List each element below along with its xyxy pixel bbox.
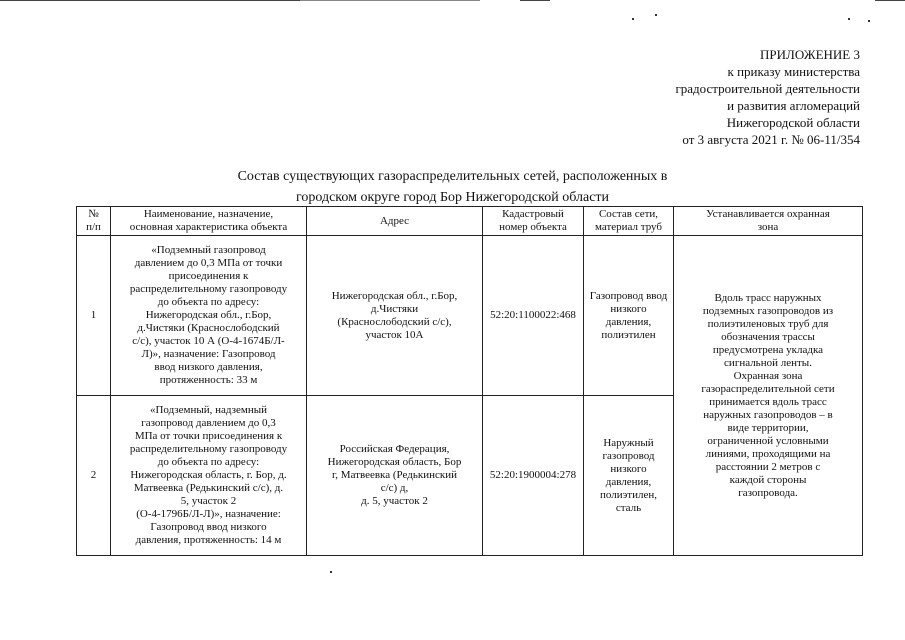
scan-artifact-line — [520, 0, 550, 1]
header-zone: Устанавливается охранная зона — [674, 207, 863, 236]
header-cadastral: Кадастровый номер объекта — [483, 207, 584, 236]
table-row — [77, 236, 863, 396]
appendix-line: ПРИЛОЖЕНИЕ 3 — [760, 47, 860, 62]
appendix-line: и развития агломераций — [727, 98, 860, 113]
row-num: 1 — [77, 236, 111, 396]
document-title — [130, 166, 775, 208]
header-network: Состав сети, материал труб — [584, 207, 674, 236]
scan-artifact-dot — [848, 18, 850, 20]
row-address: Нижегородская обл., г.Бор, д.Чистяки (Краснослободский с/с), участок 10А — [307, 236, 483, 396]
appendix-line: от 3 августа 2021 г. № 06-11/354 — [682, 132, 860, 147]
row-name: «Подземный, надземный газопровод давлением до 0,3 МПа от точки присоединения к распределительному газопроводу до объекта по адресу: Нижегородская область, г. Бор, д. Матвеевка (Редькинский с/с), д. 5, участок 2 (О-4-1796Б/Л-Л)», назначение: Газопровод ввод низкого давления, протяженность: 14 м — [111, 396, 307, 556]
row-network: Наружный газопровод низкого давления, полиэтилен, сталь — [584, 396, 674, 556]
appendix-line: градостроительной деятельности — [675, 81, 860, 96]
scan-artifact-line — [0, 0, 300, 1]
scan-artifact-dot — [655, 14, 657, 16]
gas-network-table — [76, 206, 863, 556]
appendix-header — [540, 46, 860, 148]
header-name: Наименование, назначение, основная характеристика объекта — [111, 207, 307, 236]
row-name: «Подземный газопровод давлением до 0,3 МПа от точки присоединения к распределительному газопроводу до объекта по адресу: Нижегородская обл., г.Бор, д.Чистяки (Краснослободский с/с), участок 10 А (О-4-1674Б/Л- Л)», назначение: Газопровод ввод низкого давления, протяженность: 33 м — [111, 236, 307, 396]
scan-artifact-line — [300, 0, 480, 1]
appendix-line: Нижегородской области — [726, 115, 860, 130]
table-header-row — [77, 207, 863, 236]
scan-artifact-dot — [330, 571, 332, 573]
row-network: Газопровод ввод низкого давления, полиэтилен — [584, 236, 674, 396]
title-line: Состав существующих газораспределительных сетей, расположенных в — [237, 169, 668, 184]
title-line: городском округе город Бор Нижегородской области — [295, 190, 610, 205]
header-num: № п/п — [77, 207, 111, 236]
row-num: 2 — [77, 396, 111, 556]
appendix-line: к приказу министерства — [727, 64, 860, 79]
scan-artifact-dot — [632, 18, 634, 20]
row-zone: Вдоль трасс наружных подземных газопроводов из полиэтиленовых труб для обозначения трассы предусмотрена укладка сигнальной ленты. Охранная зона газораспределительной сети принимается вдоль трасс наружных газопроводов – в виде территории, ограниченной условными линиями, проходящими на расстоянии 2 метров с каждой стороны газопровода. — [674, 236, 863, 556]
row-cadastral: 52:20:1100022:468 — [483, 236, 584, 396]
row-address: Российская Федерация, Нижегородская область, Бор г, Матвеевка (Редькинский с/с) д, д. 5, участок 2 — [307, 396, 483, 556]
header-address: Адрес — [307, 207, 483, 236]
scan-artifact-dot — [868, 20, 870, 22]
scan-artifact-line — [875, 0, 905, 1]
row-cadastral: 52:20:1900004:278 — [483, 396, 584, 556]
